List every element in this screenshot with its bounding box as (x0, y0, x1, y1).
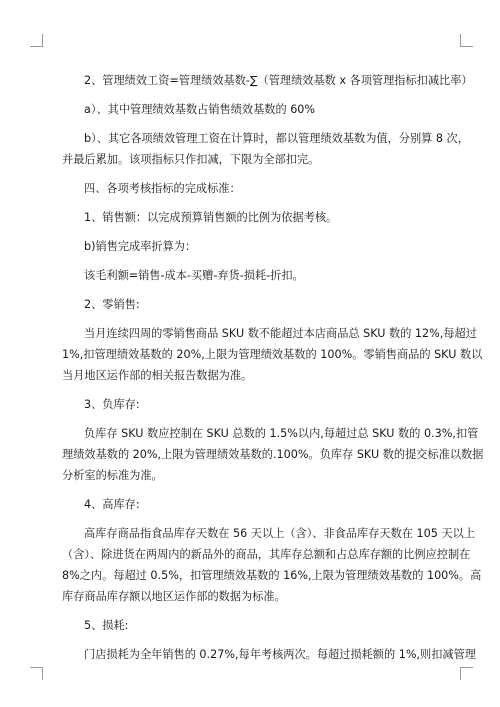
text-line: 门店损耗为全年销售的 0.27%,每年考核两次。每超过损耗额的 1%,则扣减管理 (84, 648, 476, 661)
paragraph-gross-margin (62, 265, 448, 286)
text-line: a）、其中管理绩效基数占销售绩效基数的 60% (84, 103, 316, 116)
crop-mark-bottom-right (460, 667, 473, 680)
text-line: 当月连续四周的零销售商品 SKU 数不能超过本店商品总 SKU 数的 12%,每超过 (84, 327, 477, 340)
heading-negative-stock (62, 394, 448, 415)
text-line: 高库存商品指食品库存天数在 56 天以上（含）、非食品库存天数在 105 天以上 (84, 527, 476, 540)
text-line: 1%,扣管理绩效基数的 20%,上限为管理绩效基数的 100%。零销售商品的 SKU 数以 (62, 348, 483, 361)
paragraph-high-stock (62, 523, 482, 607)
text-line: 1、销售额：以完成预算销售额的比例为依据考核。 (84, 211, 338, 224)
paragraph-salary-formula (62, 70, 473, 91)
paragraph-item-a (62, 99, 448, 120)
text-line: （含）、除进货在两周内的新品外的商品，其库存总额和占总库存额的比例应控制在 (62, 548, 471, 561)
text-line: 库存商品库存额以地区运作部的数据为标准。 (62, 590, 286, 603)
text-line: 该毛利额=销售-成本-买赠-弃货-损耗-折扣。 (84, 269, 304, 282)
document-body (62, 70, 484, 673)
text-line: 四、各项考核指标的完成标准： (84, 182, 241, 195)
text-line: 负库存 SKU 数应控制在 SKU 总数的 1.5%以内,每超过总 SKU 数的 0.3%,扣管 (84, 427, 479, 440)
heading-zero-sales (62, 294, 448, 315)
section-heading-standards (62, 178, 448, 199)
heading-high-stock (62, 494, 448, 515)
paragraph-negative-stock (62, 423, 484, 486)
text-line: 4、高库存: (84, 498, 140, 511)
text-line: 理绩效基数的 20%,上限为管理绩效基数的.100%。负库存 SKU 数的提交标准以数据 (62, 448, 484, 461)
paragraph-loss (62, 644, 476, 665)
text-line: 2、零销售: (84, 298, 140, 311)
paragraph-zero-sales (62, 323, 483, 386)
text-line: b)销售完成率折算为： (84, 240, 197, 253)
crop-mark-top-right (460, 34, 473, 47)
text-line: 5、损耗: (84, 619, 129, 632)
text-line: 8%之内。每超过 0.5%，扣管理绩效基数的 16%,上限为管理绩效基数的 100%。高 (62, 569, 482, 582)
paragraph-item-b (62, 128, 469, 170)
paragraph-sales-rate (62, 236, 448, 257)
text-line: b）、其它各项绩效管理工资在计算时，都以管理绩效基数为值，分别算 8 次， (84, 132, 469, 145)
text-line: 分析室的标准为准。 (62, 469, 163, 482)
heading-loss (62, 615, 448, 636)
crop-mark-bottom-left (30, 667, 43, 680)
paragraph-sales (62, 207, 448, 228)
text-line: 当月地区运作部的相关报告数据为准。 (62, 369, 253, 382)
text-line: 并最后累加。该项指标只作扣减，下限为全部扣完。 (62, 153, 320, 166)
crop-mark-top-left (30, 34, 43, 47)
text-line: 2、管理绩效工资=管理绩效基数-∑（管理绩效基数 x 各项管理指标扣减比率） (84, 74, 473, 87)
text-line: 3、负库存: (84, 398, 140, 411)
